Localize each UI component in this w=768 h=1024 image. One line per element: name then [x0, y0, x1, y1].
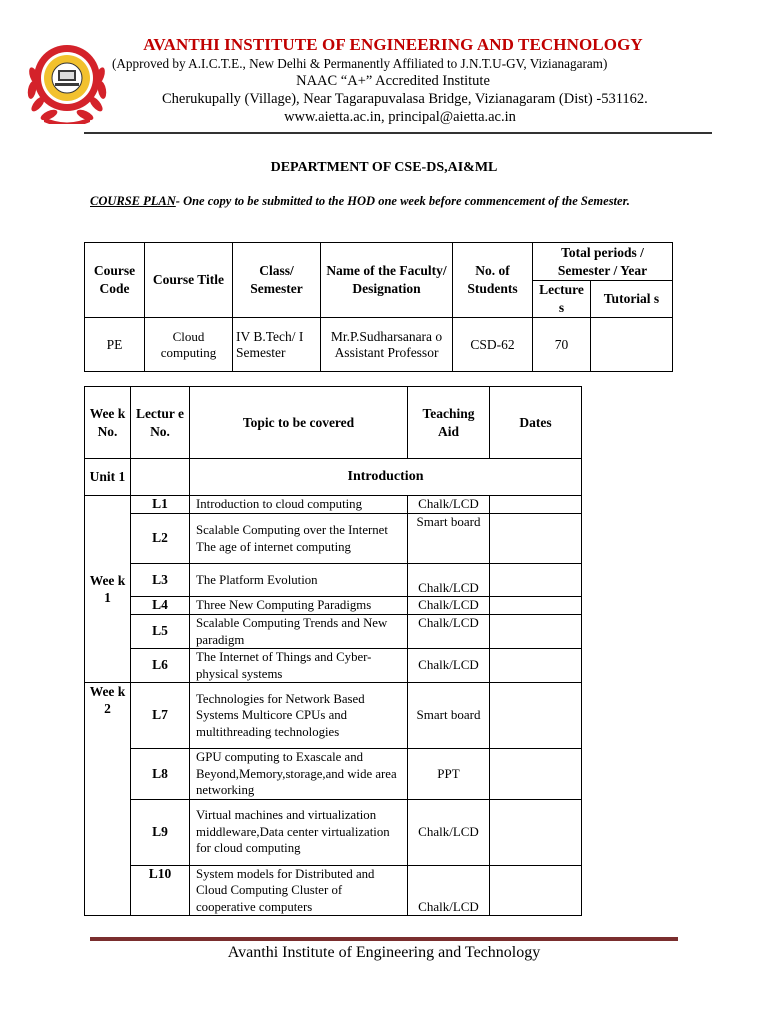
- date-cell[interactable]: [490, 564, 582, 597]
- header-divider: [84, 132, 712, 134]
- topic-cell: Virtual machines and virtualization middleware,Data center virtualization for cloud computing: [190, 799, 408, 865]
- footer-institute-name: Avanthi Institute of Engineering and Technology: [227, 944, 541, 961]
- week-2-cell: [85, 683, 131, 916]
- faculty-value: [321, 318, 453, 372]
- topic-cell: Technologies for Network Based Systems Multicore CPUs and multithreading technologies: [190, 683, 408, 749]
- accreditation-line: NAAC “A+” Accredited Institute: [296, 73, 490, 89]
- teaching-aid-cell: Chalk/LCD: [408, 865, 490, 916]
- header-tutorials: Tutorial s: [591, 281, 673, 318]
- date-cell[interactable]: [490, 749, 582, 800]
- department-title: DEPARTMENT OF CSE-DS,AI&ML: [270, 160, 498, 175]
- class-semester-value: IV B.Tech/ I Semester: [233, 318, 321, 372]
- header-students: No. of Students: [453, 243, 533, 318]
- header-course-title: Course Title: [145, 243, 233, 318]
- table-row: [85, 514, 582, 564]
- teaching-aid-cell: Chalk/LCD: [408, 799, 490, 865]
- lecture-number: L7: [131, 683, 190, 749]
- table-row: [85, 649, 582, 683]
- lecture-number: L9: [131, 799, 190, 865]
- header-total-periods: Total periods / Semester / Year: [533, 243, 673, 281]
- date-cell[interactable]: [490, 496, 582, 514]
- table-row: [85, 749, 582, 800]
- topic-cell: Three New Computing Paradigms: [190, 597, 408, 615]
- students-value: CSD-62: [453, 318, 533, 372]
- lecture-plan-table: [84, 386, 582, 916]
- header-dates: Dates: [490, 387, 582, 459]
- topic-cell: Introduction to cloud computing: [190, 496, 408, 514]
- course-plan-label: COURSE PLAN: [90, 194, 176, 208]
- course-plan-instruction: - One copy to be submitted to the HOD one week before commencement of the Semester.: [175, 194, 630, 208]
- course-title-value: Cloud computing: [145, 318, 233, 372]
- tutorials-value: [591, 318, 673, 372]
- teaching-aid-cell: Smart board: [408, 683, 490, 749]
- lecture-number: L1: [131, 496, 190, 514]
- header-topic: Topic to be covered: [190, 387, 408, 459]
- course-code-value: PE: [85, 318, 145, 372]
- date-cell[interactable]: [490, 649, 582, 683]
- topic-cell: Scalable Computing Trends and New paradigm: [190, 615, 408, 649]
- teaching-aid-cell: Smart board: [408, 514, 490, 564]
- unit-title: Introduction: [190, 459, 582, 496]
- date-cell[interactable]: [490, 615, 582, 649]
- course-plan-note: [90, 193, 676, 209]
- footer-divider: [90, 937, 678, 941]
- topic-cell: Scalable Computing over the Internet The age of internet computing: [190, 514, 408, 564]
- web-email-line: www.aietta.ac.in, principal@aietta.ac.in: [284, 109, 516, 125]
- lecture-number: L5: [131, 615, 190, 649]
- table-row: [85, 799, 582, 865]
- approval-line: (Approved by A.I.C.T.E., New Delhi & Permanently Affiliated to J.N.T.U-GV, Vizianagaram): [112, 56, 608, 71]
- topic-cell: The Internet of Things and Cyber-physical systems: [190, 649, 408, 683]
- header-lecture: Lectur e No.: [131, 387, 190, 459]
- address-line: Cherukupally (Village), Near Tagarapuvalasa Bridge, Vizianagaram (Dist) -531162.: [162, 91, 648, 107]
- header-faculty: Name of the Faculty/ Designation: [321, 243, 453, 318]
- lecture-number: L2: [131, 514, 190, 564]
- teaching-aid-cell: Chalk/LCD: [408, 564, 490, 597]
- date-cell[interactable]: [490, 865, 582, 916]
- lecture-number: L3: [131, 564, 190, 597]
- faculty-name: Mr.P.Sudharsanara o: [330, 328, 443, 344]
- table-row: [85, 615, 582, 649]
- header-teaching-aid: Teaching Aid: [408, 387, 490, 459]
- teaching-aid-cell: PPT: [408, 749, 490, 800]
- lecture-number: L6: [131, 649, 190, 683]
- table-row: [85, 865, 582, 916]
- date-cell[interactable]: [490, 597, 582, 615]
- header-course-code: Course Code: [85, 243, 145, 318]
- topic-cell: The Platform Evolution: [190, 564, 408, 597]
- course-info-table: [84, 242, 673, 372]
- table-row: [85, 597, 582, 615]
- week-1-label: Wee k 1: [89, 573, 126, 605]
- date-cell[interactable]: [490, 683, 582, 749]
- unit-label: Unit 1: [85, 459, 131, 496]
- table-row: [85, 683, 582, 749]
- topic-cell: System models for Distributed and Cloud Computing Cluster of cooperative computers: [190, 865, 408, 916]
- teaching-aid-cell: Chalk/LCD: [408, 615, 490, 649]
- header-lectures: Lecture s: [533, 281, 591, 318]
- unit-lecture-blank: [131, 459, 190, 496]
- institute-name: AVANTHI INSTITUTE OF ENGINEERING AND TECHNOLOGY: [143, 35, 643, 54]
- header-week: Wee k No.: [85, 387, 131, 459]
- teaching-aid-cell: Chalk/LCD: [408, 649, 490, 683]
- week-2-label: Wee k 2: [89, 684, 126, 716]
- lectures-value: 70: [533, 318, 591, 372]
- topic-cell: GPU computing to Exascale and Beyond,Memory,storage,and wide area networking: [190, 749, 408, 800]
- date-cell[interactable]: [490, 514, 582, 564]
- lecture-number: L10: [131, 865, 190, 916]
- date-cell[interactable]: [490, 799, 582, 865]
- table-row: [85, 564, 582, 597]
- faculty-designation: Assistant Professor: [334, 344, 439, 360]
- header-class-semester: Class/ Semester: [233, 243, 321, 318]
- teaching-aid-cell: Chalk/LCD: [408, 496, 490, 514]
- table-row: [85, 496, 582, 514]
- teaching-aid-cell: Chalk/LCD: [408, 597, 490, 615]
- lecture-number: L8: [131, 749, 190, 800]
- week-1-cell: [85, 496, 131, 683]
- lecture-number: L4: [131, 597, 190, 615]
